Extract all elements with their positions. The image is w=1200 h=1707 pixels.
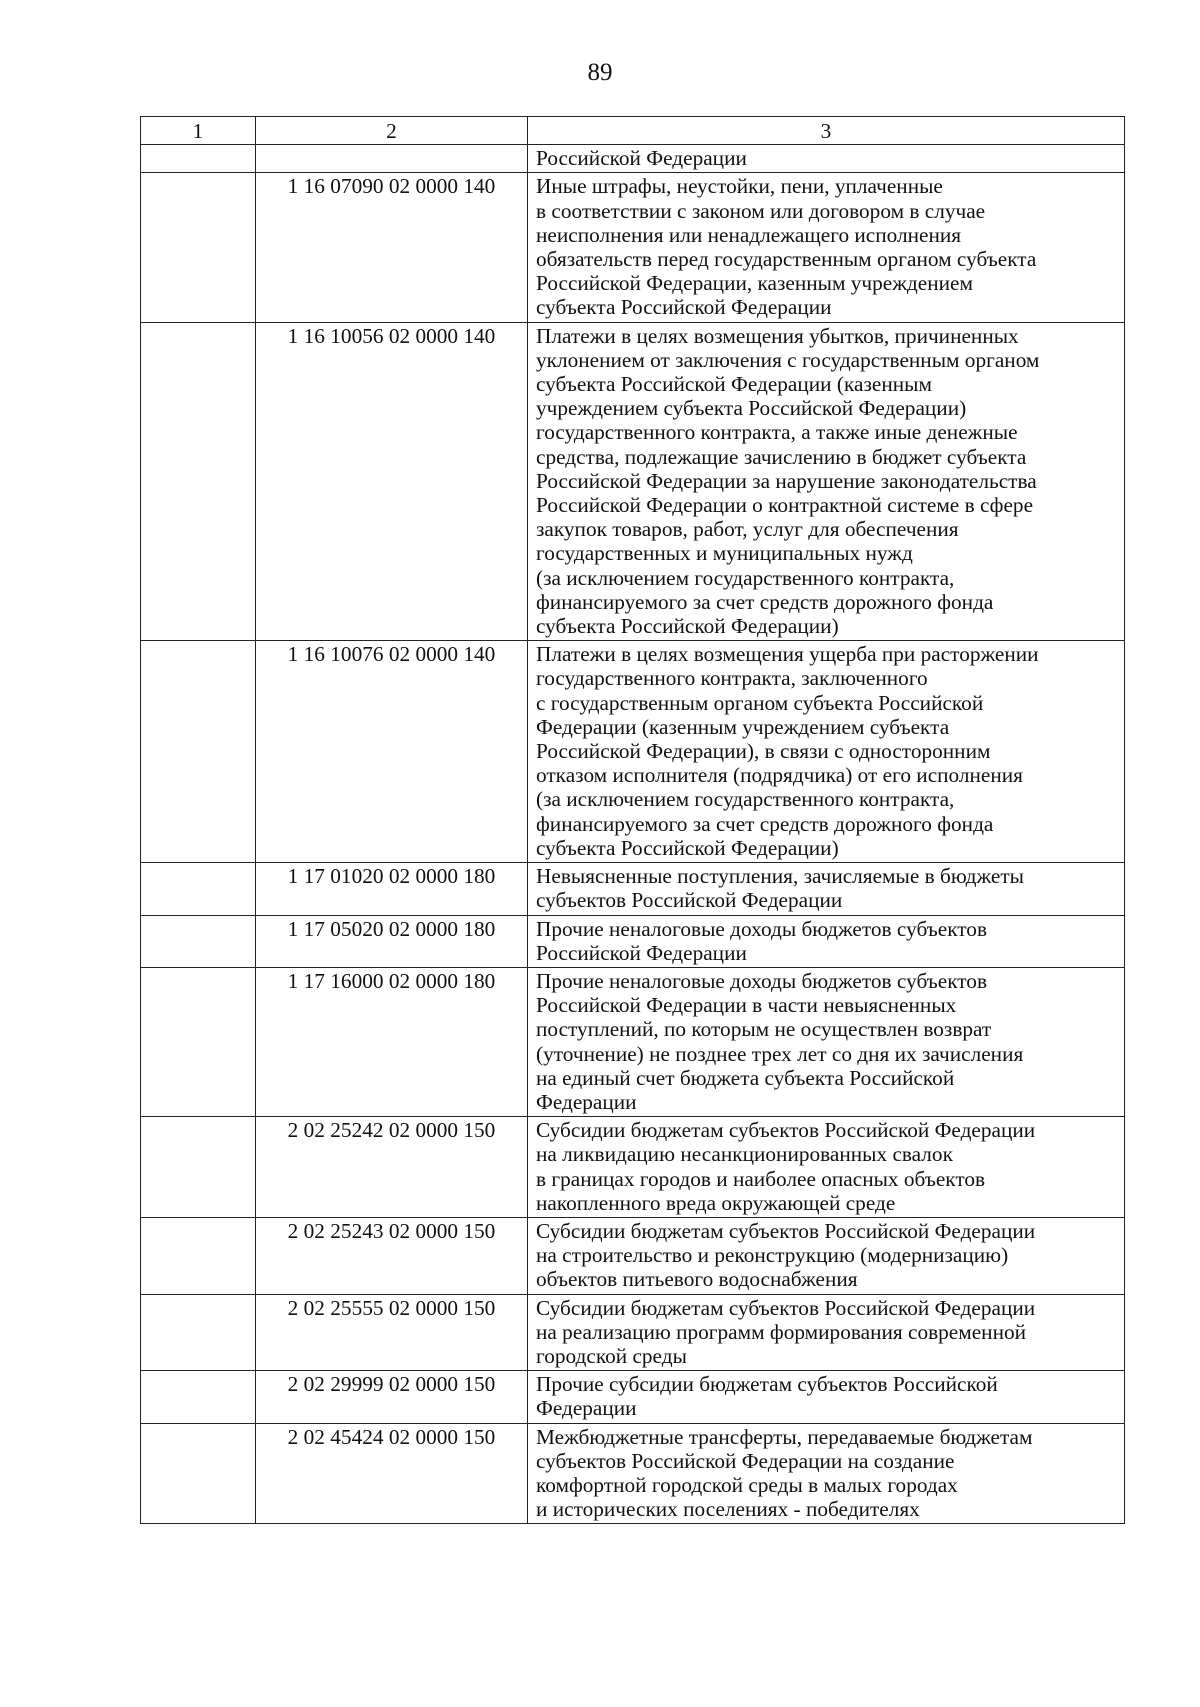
revenue-code-cell: 1 16 10056 02 0000 140 bbox=[256, 322, 528, 641]
table-row bbox=[141, 1117, 1125, 1218]
row-col1-cell bbox=[141, 863, 256, 915]
revenue-description-cell: Иные штрафы, неустойки, пени, уплаченные в соответствии с законом или договором в случае неисполнения или ненадлежащего исполнения обязательств перед государственным органом субъекта Российской Федерации, казенным учреждением субъекта Российской Федерации bbox=[528, 173, 1125, 322]
revenue-code-cell: 2 02 29999 02 0000 150 bbox=[256, 1371, 528, 1423]
table-row bbox=[141, 915, 1125, 967]
revenue-code-cell: 2 02 25242 02 0000 150 bbox=[256, 1117, 528, 1218]
revenue-code-cell: 2 02 45424 02 0000 150 bbox=[256, 1423, 528, 1524]
revenue-description-cell: Субсидии бюджетам субъектов Российской Федерации на строительство и реконструкцию (модернизацию) объектов питьевого водоснабжения bbox=[528, 1217, 1125, 1294]
revenue-description-cell: Невыясненные поступления, зачисляемые в бюджеты субъектов Российской Федерации bbox=[528, 863, 1125, 915]
column-header-2: 2 bbox=[256, 117, 528, 145]
row-col1-cell bbox=[141, 1371, 256, 1423]
revenue-code-cell: 1 16 07090 02 0000 140 bbox=[256, 173, 528, 322]
row-col1-cell bbox=[141, 1217, 256, 1294]
revenue-description-cell: Прочие субсидии бюджетам субъектов Российской Федерации bbox=[528, 1371, 1125, 1423]
column-header-3: 3 bbox=[528, 117, 1125, 145]
revenue-code-cell: 1 17 05020 02 0000 180 bbox=[256, 915, 528, 967]
revenue-description-cell: Прочие неналоговые доходы бюджетов субъектов Российской Федерации bbox=[528, 915, 1125, 967]
row-col1-cell bbox=[141, 1423, 256, 1524]
revenue-description-cell: Прочие неналоговые доходы бюджетов субъектов Российской Федерации в части невыясненных поступлений, по которым не осуществлен возврат (уточнение) не позднее трех лет со дня их зачисления на единый счет бюджета субъекта Российской Федерации bbox=[528, 967, 1125, 1116]
table-row bbox=[141, 145, 1125, 173]
revenue-code-cell: 1 17 16000 02 0000 180 bbox=[256, 967, 528, 1116]
row-col1-cell bbox=[141, 145, 256, 173]
revenue-code-cell bbox=[256, 145, 528, 173]
row-col1-cell bbox=[141, 173, 256, 322]
revenue-code-cell: 2 02 25243 02 0000 150 bbox=[256, 1217, 528, 1294]
table-row bbox=[141, 1371, 1125, 1423]
revenue-description-cell: Платежи в целях возмещения ущерба при расторжении государственного контракта, заключенного с государственным органом субъекта Российской Федерации (казенным учреждением субъекта Российской Федерации), в связи с односторонним отказом исполнителя (подрядчика) от его исполнения (за исключением государственного контракта, финансируемого за счет средств дорожного фонда субъекта Российской Федерации) bbox=[528, 641, 1125, 863]
row-col1-cell bbox=[141, 641, 256, 863]
revenue-code-cell: 1 17 01020 02 0000 180 bbox=[256, 863, 528, 915]
table-row bbox=[141, 863, 1125, 915]
table-row bbox=[141, 967, 1125, 1116]
revenue-description-cell: Межбюджетные трансферты, передаваемые бюджетам субъектов Российской Федерации на создание комфортной городской среды в малых городах и исторических поселениях - победителях bbox=[528, 1423, 1125, 1524]
revenue-description-cell: Субсидии бюджетам субъектов Российской Федерации на реализацию программ формирования современной городской среды bbox=[528, 1294, 1125, 1371]
table-row bbox=[141, 1217, 1125, 1294]
table-header-row bbox=[141, 117, 1125, 145]
row-col1-cell bbox=[141, 1294, 256, 1371]
table-row bbox=[141, 1294, 1125, 1371]
table-row bbox=[141, 322, 1125, 641]
revenue-codes-table bbox=[140, 116, 1125, 1524]
row-col1-cell bbox=[141, 967, 256, 1116]
row-col1-cell bbox=[141, 1117, 256, 1218]
table-row bbox=[141, 641, 1125, 863]
revenue-description-cell: Субсидии бюджетам субъектов Российской Федерации на ликвидацию несанкционированных свалок в границах городов и наиболее опасных объектов накопленного вреда окружающей среде bbox=[528, 1117, 1125, 1218]
revenue-description-cell: Платежи в целях возмещения убытков, причиненных уклонением от заключения с государственным органом субъекта Российской Федерации (казенным учреждением субъекта Российской Федерации) государственного контракта, а также иные денежные средства, подлежащие зачислению в бюджет субъекта Российской Федерации за нарушение законодательства Российской Федерации о контрактной системе в сфере закупок товаров, работ, услуг для обеспечения государственных и муниципальных нужд (за исключением государственного контракта, финансируемого за счет средств дорожного фонда субъекта Российской Федерации) bbox=[528, 322, 1125, 641]
page-number: 89 bbox=[587, 59, 613, 86]
revenue-code-cell: 1 16 10076 02 0000 140 bbox=[256, 641, 528, 863]
column-header-1: 1 bbox=[141, 117, 256, 145]
revenue-description-cell: Российской Федерации bbox=[528, 145, 1125, 173]
revenue-code-cell: 2 02 25555 02 0000 150 bbox=[256, 1294, 528, 1371]
table-row bbox=[141, 1423, 1125, 1524]
table-row bbox=[141, 173, 1125, 322]
row-col1-cell bbox=[141, 915, 256, 967]
row-col1-cell bbox=[141, 322, 256, 641]
